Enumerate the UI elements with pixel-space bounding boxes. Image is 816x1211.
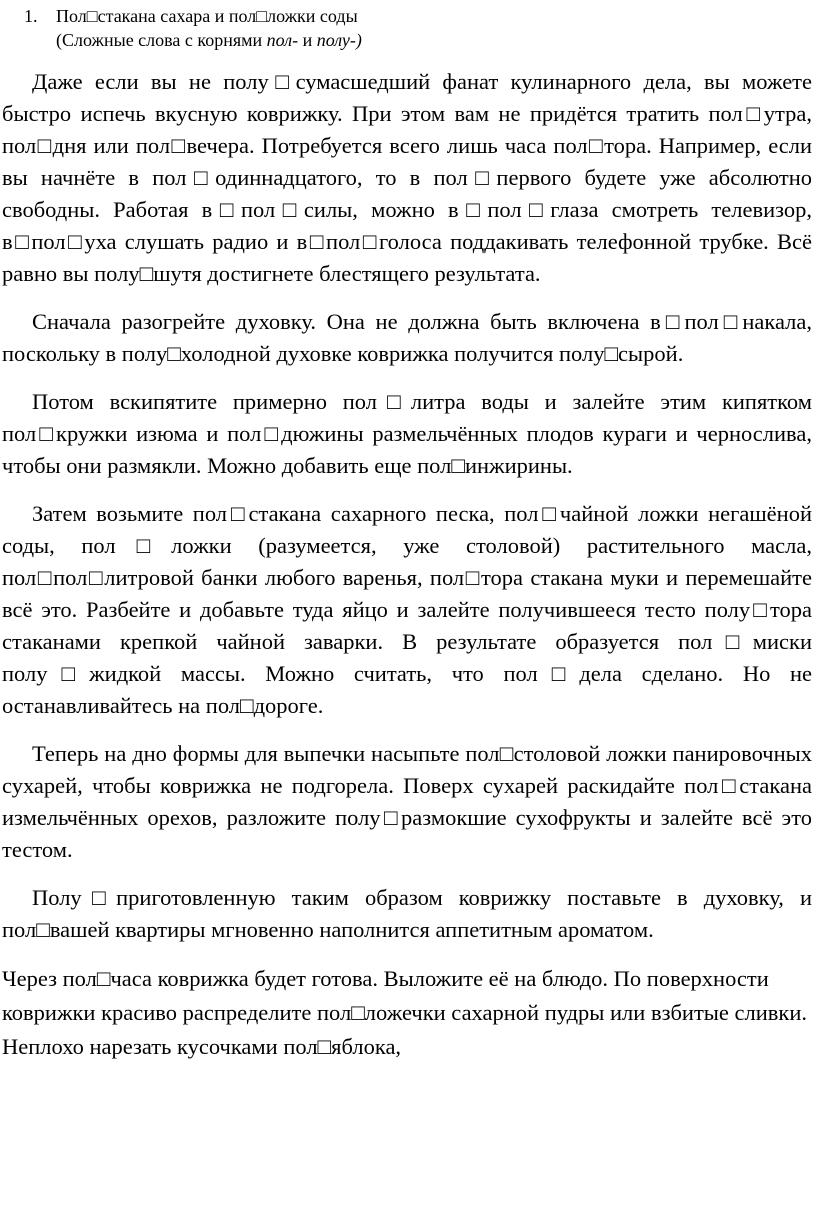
paragraph-bake: Полу□приготовленную таким образом коврижку поставьте в духовку, и пол□вашей квартиры мгновенно наполнится аппетитным ароматом. xyxy=(2,885,812,942)
exercise-subtitle xyxy=(56,28,362,52)
subtitle-root-pol: пол- xyxy=(266,30,299,50)
subtitle-prefix: (Сложные слова с корнями xyxy=(56,30,267,50)
paragraph-dough: Затем возьмите пол□стакана сахарного песка, пол□чайной ложки негашёной соды, пол□ложки (разумеется, уже столовой) растительного масла, пол□пол□литровой банки любого варенья, пол□тора стакана муки и перемешайте всё это. Разбейте и добавьте туда яйцо и залейте получившееся тесто полу□тора стаканами крепкой чайной заварки. В результате образуется пол□миски полу□жидкой массы. Можно считать, что пол□дела сделано. Но не останавливайтесь на пол□дороге. xyxy=(2,501,812,718)
exercise-number: 1. xyxy=(24,6,38,26)
paragraph-oven: Сначала разогрейте духовку. Она не должна быть включена в□пол□накала, поскольку в полу□холодной духовке коврижка получится полу□сырой. xyxy=(2,309,812,366)
subtitle-conjunction: и xyxy=(298,30,317,50)
exercise-title: Пол□стакана сахара и пол□ложки соды xyxy=(56,6,358,26)
paragraph-water: Потом вскипятите примерно пол□литра воды и залейте этим кипятком пол□кружки изюма и пол□дюжины размельчённых плодов кураги и чернослива, чтобы они размякли. Можно добавить еще пол□инжирины. xyxy=(2,389,812,478)
subtitle-root-polu: полу-) xyxy=(316,30,362,50)
paragraph-serve: Через пол□часа коврижка будет готова. Выложите её на блюдо. По поверхности коврижки красиво распределите пол□ложечки сахарной пудры или взбитые сливки. Неплохо нарезать кусочками пол□яблока, xyxy=(2,966,807,1059)
paragraph-intro: Даже если вы не полу□сумасшедший фанат кулинарного дела, вы можете быстро испечь вкусную коврижку. При этом вам не придётся тратить пол□утра, пол□дня или пол□вечера. Потребуется всего лишь часа пол□тора. Например, если вы начнёте в пол□одиннадцатого, то в пол□первого будете уже абсолютно свободны. Работая в□пол□силы, можно в□пол□глаза смотреть телевизор, в□пол□уха слушать радио и в□пол□голоса поддакивать телефонной трубке. Всё равно вы полу□шутя достигнете блестящего результата. xyxy=(2,69,812,286)
document-body xyxy=(2,66,812,1064)
paragraph-form: Теперь на дно формы для выпечки насыпьте пол□столовой ложки панировочных сухарей, чтобы коврижка не подгорела. Поверх сухарей раскидайте пол□стакана измельчённых орехов, разложите полу□размокшие сухофрукты и залейте всё это тестом. xyxy=(2,741,812,862)
